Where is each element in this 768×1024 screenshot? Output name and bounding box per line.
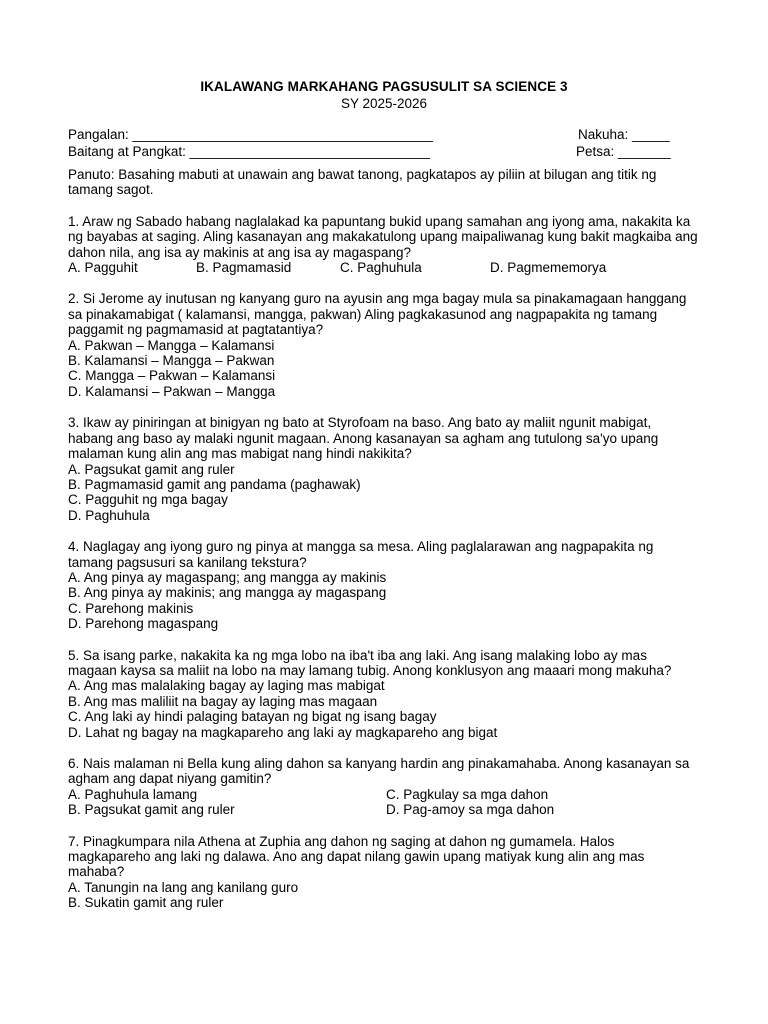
option-d[interactable]: D. Pag-amoy sa mga dahon [386, 802, 555, 818]
option-b[interactable]: B. Kalamansi – Mangga – Pakwan [68, 353, 275, 369]
option-d[interactable]: D. Parehong magaspang [68, 616, 219, 632]
option-b[interactable]: B. Pagmamasid [196, 260, 292, 276]
question-2 [68, 291, 698, 399]
option-c[interactable]: C. Ang laki ay hindi palaging batayan ng bigat ng isang bagay [68, 709, 437, 725]
option-a[interactable]: A. Paghuhula lamang [68, 786, 198, 802]
school-year: SY 2025-2026 [340, 96, 428, 111]
question-5 [68, 648, 698, 740]
baitang-field: Baitang at Pangkat: ________________________________ [68, 144, 430, 159]
question-6 [68, 756, 698, 818]
petsa-field: Petsa: _______ [576, 144, 671, 159]
option-a[interactable]: A. Tanungin na lang ang kanilang guro [68, 879, 299, 895]
question-text: 1. Araw ng Sabado habang naglalakad ka papuntang bukid upang samahan ang iyong ama, nakakita ka ng bayabas at saging. Aling kasanayan ang makakatulong upang maipaliwanag kung bakit magkaiba ang dahon nila, ang isa ay makinis at ang isa ay magaspang? [68, 213, 698, 260]
question-text: 3. Ikaw ay piniringan at binigyan ng bato at Styrofoam na baso. Ang bato ay maliit ngunit mabigat, habang ang baso ay malaki ngunit magaan. Anong kasanayan sa agham ang tutulong sa'yo upang malaman kung alin ang mas mabigat nang hindi nakikita? [68, 415, 659, 462]
option-c[interactable]: C. Mangga – Pakwan – Kalamansi [68, 368, 276, 384]
option-b[interactable]: B. Sukatin gamit ang ruler [68, 895, 224, 911]
question-1 [68, 214, 698, 276]
question-text: 6. Nais malaman ni Bella kung aling dahon sa kanyang hardin ang pinakamahaba. Anong kasanayan sa agham ang dapat niyang gamitin? [68, 756, 690, 787]
option-c[interactable]: C. Parehong makinis [68, 600, 194, 616]
question-text: 4. Naglagay ang iyong guro ng pinya at mangga sa mesa. Aling paglalarawan ang nagpapakita ng tamang pagsusuri sa kanilang tekstura? [68, 539, 654, 570]
option-d[interactable]: D. Paghuhula [68, 507, 150, 523]
options-grid [68, 787, 698, 818]
option-c[interactable]: C. Pagguhit ng mga bagay [68, 492, 228, 508]
nakuha-field: Nakuha: _____ [578, 127, 670, 142]
option-a[interactable]: A. Pakwan – Mangga – Kalamansi [68, 337, 275, 353]
option-c[interactable]: C. Pagkulay sa mga dahon [386, 786, 549, 802]
option-a[interactable]: A. Ang pinya ay magaspang; ang mangga ay makinis [68, 569, 387, 585]
option-b[interactable]: B. Pagmamasid gamit ang pandama (paghawak) [68, 476, 361, 492]
exam-body [68, 167, 698, 911]
question-text: 5. Sa isang parke, nakakita ka ng mga lobo na iba't iba ang laki. Ang isang malaking lobo ay mas magaan kaysa sa maliit na lobo na may lamang tubig. Anong konklusyon ang maaari mong makuha? [68, 647, 672, 678]
option-d[interactable]: D. Pagmememorya [490, 260, 607, 276]
pangalan-field: Pangalan: ________________________________________ [68, 127, 433, 142]
header-row-grade [68, 144, 684, 159]
option-d[interactable]: D. Kalamansi – Pakwan – Mangga [68, 383, 276, 399]
option-b[interactable]: B. Ang pinya ay makinis; ang mangga ay magaspang [68, 585, 387, 601]
option-c[interactable]: C. Paghuhula [340, 260, 422, 276]
option-a[interactable]: A. Pagguhit [68, 260, 138, 276]
option-d[interactable]: D. Lahat ng bagay na magkapareho ang laki ay magkapareho ang bigat [68, 724, 498, 740]
exam-title: IKALAWANG MARKAHANG PAGSUSULIT SA SCIENCE 3 [200, 79, 568, 94]
option-b[interactable]: B. Pagsukat gamit ang ruler [68, 802, 235, 818]
question-text: 2. Si Jerome ay inutusan ng kanyang guro na ayusin ang mga bagay mula sa pinakamagaan hanggang sa pinakamabigat ( kalamansi, mangga, pakwan) Aling pagkakasunod ang nagpapakita ng tamang paggamit ng pagmamasid at pagtatantiya? [68, 291, 687, 338]
question-text: 7. Pinagkumpara nila Athena at Zuphia ang dahon ng saging at dahon ng gumamela. Halos magkapareho ang laki ng dalawa. Ano ang dapat nilang gawin upang matiyak kung alin ang mas mahaba? [68, 833, 645, 880]
options-row [68, 260, 698, 275]
instructions: Panuto: Basahing mabuti at unawain ang bawat tanong, pagkatapos ay piliin at bilugan ang titik ng tamang sagot. [68, 167, 657, 198]
question-7 [68, 834, 698, 911]
option-a[interactable]: A. Ang mas malalaking bagay ay laging mas mabigat [68, 678, 385, 694]
question-4 [68, 539, 698, 631]
option-a[interactable]: A. Pagsukat gamit ang ruler [68, 461, 235, 477]
option-b[interactable]: B. Ang mas maliliit na bagay ay laging mas magaan [68, 693, 378, 709]
header-row-name [68, 127, 684, 142]
question-3 [68, 415, 698, 523]
